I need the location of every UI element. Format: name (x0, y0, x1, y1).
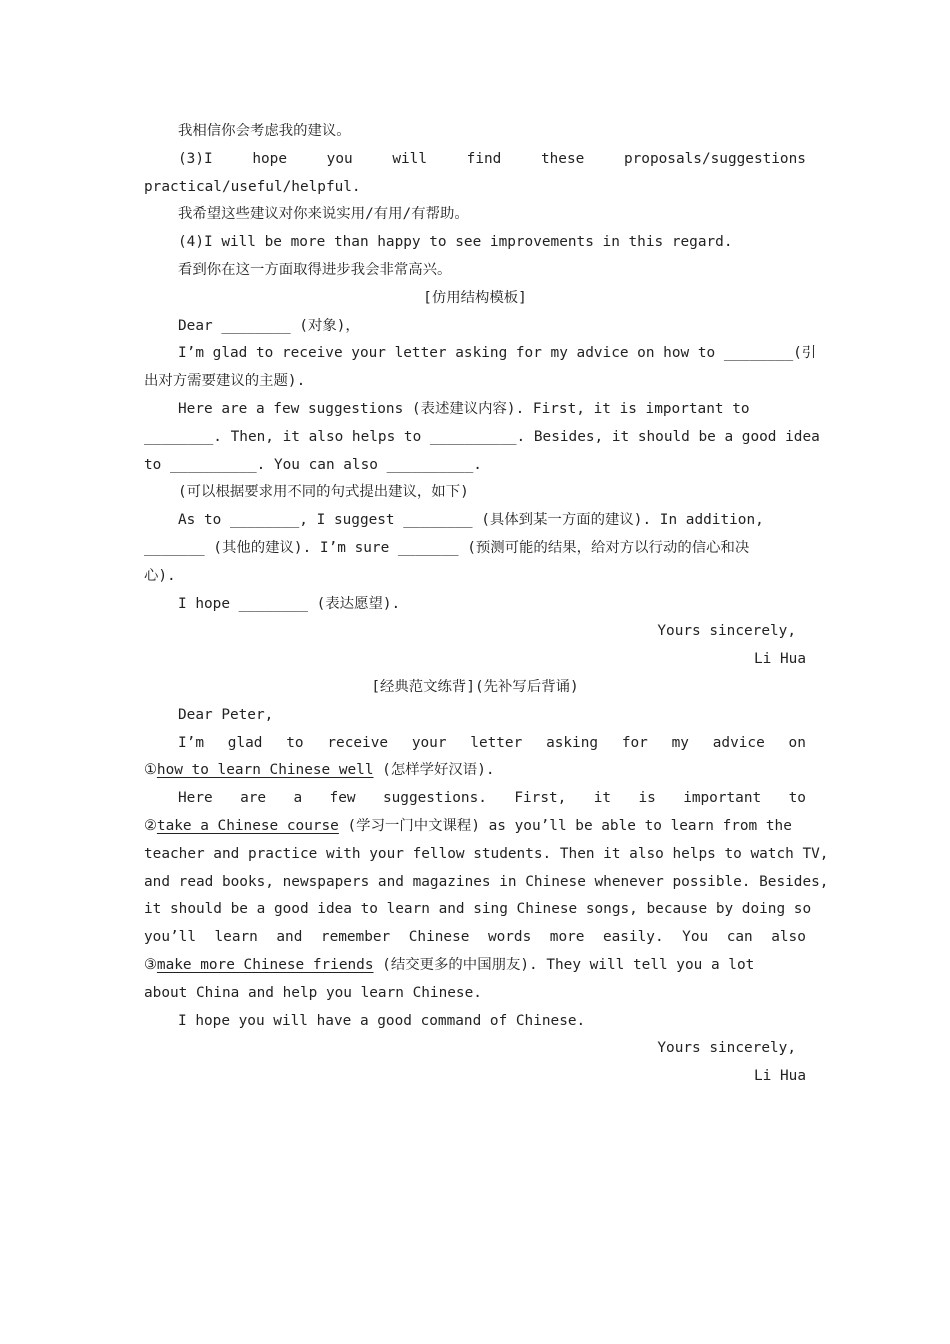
text-line: I’m glad to receive your letter asking for my advice on how to ________(引 (178, 345, 817, 362)
word: it (593, 790, 612, 807)
word: You (682, 929, 709, 946)
word: few (329, 790, 356, 807)
text-line: Dear ________ (对象)， (178, 317, 360, 334)
signature: Li Hua (754, 1068, 806, 1085)
blank-note: (怎样学好汉语). (373, 762, 495, 779)
text-line: (可以根据要求用不同的句式提出建议，如下) (178, 484, 469, 501)
word: and (276, 929, 303, 946)
word: to (286, 734, 304, 751)
text-line: I hope ________ (表达愿望). (178, 595, 401, 612)
text-line: _______ (其他的建议). I’m sure _______ (预测可能的结果，给对方以行动的信心和决 (144, 539, 750, 556)
closing (144, 1035, 806, 1063)
greeting: Dear Peter, (178, 706, 274, 723)
blank-number: ③ (144, 956, 157, 973)
word: to (788, 790, 806, 807)
blank-number: ② (144, 817, 157, 834)
word: can (726, 929, 753, 946)
word: a (293, 790, 303, 807)
blank-note: (学习一门中文课程) as you’ll be able to learn from the (338, 817, 792, 834)
text-line: 出对方需要建议的主题). (144, 373, 306, 390)
word: proposals/suggestions (623, 150, 806, 167)
text-line: ________. Then, it also helps to __________. Besides, it should be a good idea (144, 428, 820, 445)
text-line (144, 813, 806, 841)
word: suggestions. (382, 790, 487, 807)
text-line: about China and help you learn Chinese. (144, 984, 482, 1001)
word: asking (546, 734, 599, 751)
filled-blank: make more Chinese friends (156, 956, 374, 973)
text-line: 我相信你会考虑我的建议。 (178, 123, 351, 139)
text-line: 心). (144, 567, 176, 584)
document-page (144, 118, 829, 1091)
blank-number: ① (144, 762, 157, 779)
text-line: practical/useful/helpful. (144, 178, 361, 195)
text-line: As to ________, I suggest ________ (具体到某一方面的建议). In addition, (178, 512, 764, 529)
word: will (392, 150, 427, 167)
word: important (683, 790, 762, 807)
closing-text: Yours sincerely, (657, 1040, 796, 1057)
text-line: and read books, newspapers and magazines in Chinese whenever possible. Besides, (144, 873, 829, 890)
word: are (240, 790, 267, 807)
text-line: it should be a good idea to learn and sing Chinese songs, because by doing so (144, 901, 812, 918)
word: words (487, 929, 532, 946)
word: remember (320, 929, 391, 946)
word: my (671, 734, 689, 751)
section-heading-sample: [经典范文练背](先补写后背诵) (371, 678, 579, 695)
word: Chinese (408, 929, 470, 946)
word: glad (227, 734, 263, 751)
text-line-justified (144, 924, 806, 952)
text-line: to __________. You can also __________. (144, 456, 482, 473)
word: also (771, 929, 806, 946)
word: (3)I (178, 150, 213, 167)
filled-blank: take a Chinese course (156, 817, 339, 834)
word: letter (470, 734, 523, 751)
text-line: (4)I will be more than happy to see improvements in this regard. (178, 234, 733, 251)
word: your (411, 734, 447, 751)
text-line: 我希望这些建议对你来说实用/有用/有帮助。 (178, 206, 469, 223)
word: on (788, 734, 806, 751)
word: these (540, 150, 585, 167)
word: receive (327, 734, 389, 751)
word: you (326, 150, 353, 167)
word: learn (214, 929, 258, 946)
word: find (466, 150, 502, 167)
text-line (144, 952, 806, 980)
word: easily. (602, 929, 664, 946)
closing-text: Yours sincerely, (657, 623, 796, 640)
text-line: teacher and practice with your fellow students. Then it also helps to watch TV, (144, 845, 829, 862)
text-line: 看到你在这一方面取得进步我会非常高兴。 (178, 261, 452, 278)
text-line-justified (144, 785, 806, 813)
signature: Li Hua (754, 651, 806, 668)
word: for (621, 734, 648, 751)
text-line-justified (144, 730, 806, 758)
word: advice (712, 734, 765, 751)
text-line (144, 757, 806, 785)
text-line: Here are a few suggestions (表述建议内容). First, it is important to (178, 400, 750, 417)
filled-blank: how to learn Chinese well (156, 762, 374, 779)
text-line: I hope you will have a good command of Chinese. (178, 1012, 586, 1029)
word: more (549, 929, 585, 946)
closing (144, 618, 806, 646)
section-heading-template: [仿用结构模板] (423, 289, 527, 306)
blank-note: (结交更多的中国朋友). They will tell you a lot (373, 956, 755, 973)
word: you’ll (144, 929, 196, 946)
word: is (638, 790, 656, 807)
word: hope (252, 150, 287, 167)
word: I’m (178, 734, 204, 751)
text-line-justified (144, 146, 806, 174)
word: First, (514, 790, 567, 807)
word: Here (178, 790, 213, 807)
